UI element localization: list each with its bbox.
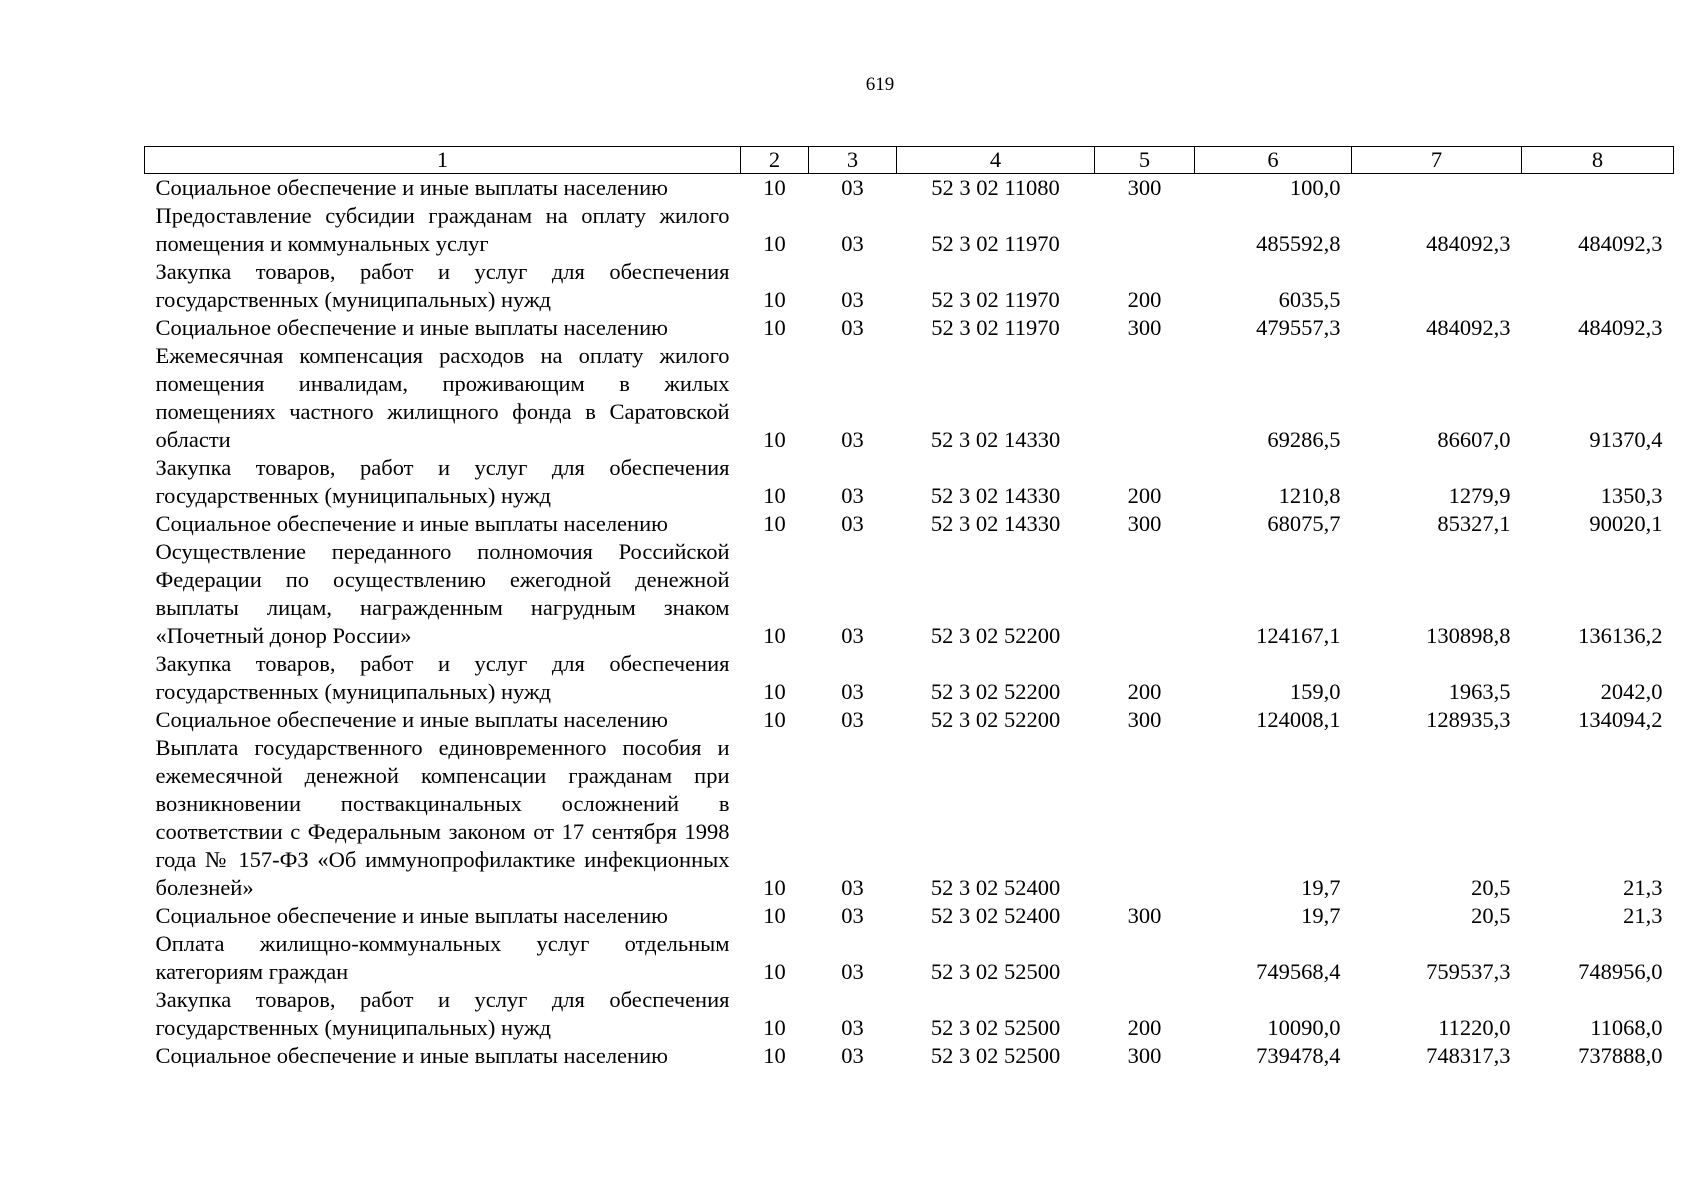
row-amount-col6: 19,7 (1301, 903, 1341, 928)
table-row (145, 734, 1674, 902)
row-description: Закупка товаров, работ и услуг для обеспечения государственных (муниципальных) нужд (155, 455, 730, 508)
row-subsection: 03 (841, 875, 864, 900)
row-section: 10 (763, 231, 786, 256)
row-description: Закупка товаров, работ и услуг для обеспечения государственных (муниципальных) нужд (155, 259, 730, 312)
row-target-code: 52 3 02 11970 (931, 231, 1060, 256)
header-cell: 2 (741, 147, 809, 174)
row-section: 10 (763, 903, 786, 928)
row-amount-col6: 6035,5 (1278, 287, 1341, 312)
row-expense-type: 300 (1127, 1043, 1162, 1068)
table-header (145, 147, 1674, 174)
row-subsection: 03 (841, 231, 864, 256)
row-subsection: 03 (841, 287, 864, 312)
row-target-code: 52 3 02 52200 (930, 679, 1061, 704)
row-expense-type (1095, 342, 1195, 454)
row-subsection: 03 (841, 679, 864, 704)
table-row (145, 706, 1674, 734)
row-amount-col7: 484092,3 (1426, 231, 1511, 256)
row-description: Предоставление субсидии гражданам на оплату жилого помещения и коммунальных услуг (155, 203, 730, 256)
row-target-code: 52 3 02 11970 (931, 315, 1060, 340)
row-target-code: 52 3 02 52500 (930, 1015, 1061, 1040)
page-number: 619 (865, 74, 895, 95)
table-row (145, 510, 1674, 538)
row-amount-col7: 130898,8 (1426, 623, 1511, 648)
row-amount-col7: 1963,5 (1448, 679, 1511, 704)
row-section: 10 (763, 1043, 786, 1068)
row-target-code: 52 3 02 14330 (930, 483, 1061, 508)
row-amount-col8: 21,3 (1623, 903, 1663, 928)
row-amount-col7: 20,5 (1471, 875, 1511, 900)
row-amount-col7: 86607,0 (1437, 427, 1511, 452)
row-expense-type (1095, 930, 1195, 986)
row-amount-col6: 159,0 (1289, 679, 1341, 704)
row-expense-type: 300 (1127, 315, 1162, 340)
row-subsection: 03 (841, 483, 864, 508)
header-cell: 6 (1195, 147, 1352, 174)
row-expense-type: 200 (1127, 483, 1162, 508)
row-expense-type: 200 (1127, 679, 1162, 704)
table-row (145, 202, 1674, 258)
row-section: 10 (763, 175, 786, 200)
row-amount-col6: 68075,7 (1267, 511, 1341, 536)
row-section: 10 (763, 1015, 786, 1040)
row-amount-col6: 1210,8 (1278, 483, 1341, 508)
row-amount-col7: 484092,3 (1426, 315, 1511, 340)
header-cell: 1 (145, 147, 741, 174)
row-section: 10 (763, 623, 786, 648)
table-row (145, 930, 1674, 986)
row-amount-col6: 749568,4 (1256, 959, 1341, 984)
row-target-code: 52 3 02 52500 (930, 959, 1061, 984)
row-target-code: 52 3 02 52400 (930, 875, 1061, 900)
row-amount-col6: 124008,1 (1256, 707, 1341, 732)
row-subsection: 03 (841, 175, 864, 200)
table-row (145, 538, 1674, 650)
row-amount-col8: 91370,4 (1589, 427, 1663, 452)
row-section: 10 (763, 315, 786, 340)
row-amount-col8: 2042,0 (1600, 679, 1663, 704)
row-section: 10 (763, 707, 786, 732)
row-expense-type: 200 (1127, 287, 1162, 312)
table-row (145, 1042, 1674, 1070)
row-subsection: 03 (841, 959, 864, 984)
row-target-code: 52 3 02 52400 (930, 903, 1061, 928)
row-expense-type: 300 (1127, 707, 1162, 732)
row-subsection: 03 (841, 903, 864, 928)
header-cell: 8 (1522, 147, 1674, 174)
row-subsection: 03 (841, 1043, 864, 1068)
row-section: 10 (763, 875, 786, 900)
header-cell: 3 (809, 147, 897, 174)
row-amount-col8: 136136,2 (1578, 623, 1663, 648)
row-amount-col6: 485592,8 (1256, 231, 1341, 256)
table-row (145, 174, 1674, 203)
row-amount-col7: 20,5 (1471, 903, 1511, 928)
row-subsection: 03 (841, 623, 864, 648)
table-row (145, 650, 1674, 706)
row-amount-col8: 21,3 (1623, 875, 1663, 900)
row-amount-col8: 737888,0 (1578, 1043, 1663, 1068)
header-cell: 7 (1352, 147, 1522, 174)
table-body (145, 174, 1674, 1071)
row-amount-col6: 124167,1 (1256, 623, 1341, 648)
row-amount-col7: 11220,0 (1438, 1015, 1511, 1040)
row-expense-type: 200 (1127, 1015, 1162, 1040)
row-amount-col6: 739478,4 (1256, 1043, 1341, 1068)
row-amount-col8: 484092,3 (1578, 315, 1663, 340)
table-row (145, 314, 1674, 342)
table-row (145, 454, 1674, 510)
row-amount-col8: 1350,3 (1600, 483, 1663, 508)
row-description: Социальное обеспечение и иные выплаты населению (155, 903, 668, 928)
row-subsection: 03 (841, 707, 864, 732)
row-subsection: 03 (841, 427, 864, 452)
row-section: 10 (763, 483, 786, 508)
row-expense-type: 300 (1127, 903, 1162, 928)
header-cell: 4 (897, 147, 1095, 174)
row-expense-type: 300 (1127, 511, 1162, 536)
row-subsection: 03 (841, 315, 864, 340)
row-description: Социальное обеспечение и иные выплаты населению (155, 175, 668, 200)
row-target-code: 52 3 02 52200 (930, 623, 1061, 648)
row-description: Осуществление переданного полномочия Российской Федерации по осуществлению ежегодной денежной выплаты лицам, награжденным нагрудным знаком «Почетный донор России» (155, 539, 730, 648)
row-target-code: 52 3 02 14330 (930, 427, 1061, 452)
row-amount-col8: 90020,1 (1589, 511, 1663, 536)
row-description: Закупка товаров, работ и услуг для обеспечения государственных (муниципальных) нужд (155, 987, 730, 1040)
table-row (145, 258, 1674, 314)
header-cell: 5 (1095, 147, 1195, 174)
row-target-code: 52 3 02 52200 (930, 707, 1061, 732)
header-row (145, 147, 1674, 174)
row-target-code: 52 3 02 52500 (930, 1043, 1061, 1068)
row-amount-col8: 484092,3 (1578, 231, 1663, 256)
row-amount-col8 (1522, 174, 1674, 203)
row-description: Социальное обеспечение и иные выплаты населению (155, 315, 668, 340)
row-section: 10 (763, 959, 786, 984)
row-amount-col6: 479557,3 (1256, 315, 1341, 340)
row-description: Социальное обеспечение и иные выплаты населению (155, 511, 668, 536)
row-description: Закупка товаров, работ и услуг для обеспечения государственных (муниципальных) нужд (155, 651, 730, 704)
budget-table (144, 146, 1674, 1070)
row-section: 10 (763, 679, 786, 704)
row-amount-col7 (1352, 174, 1522, 203)
row-expense-type: 300 (1127, 175, 1162, 200)
row-amount-col7: 1279,9 (1448, 483, 1511, 508)
row-amount-col8: 11068,0 (1590, 1015, 1663, 1040)
row-amount-col7 (1352, 258, 1522, 314)
row-section: 10 (763, 427, 786, 452)
row-expense-type (1095, 202, 1195, 258)
row-description: Оплата жилищно-коммунальных услуг отдельным категориям граждан (155, 931, 730, 984)
row-subsection: 03 (841, 1015, 864, 1040)
row-description: Ежемесячная компенсация расходов на оплату жилого помещения инвалидам, проживающим в жилых помещениях частного жилищного фонда в Саратовской области (155, 343, 730, 452)
row-description: Выплата государственного единовременного пособия и ежемесячной денежной компенсации гражданам при возникновении поствакцинальных осложнений в соответствии с Федеральным законом от 17 сентября 1998 года № 157-ФЗ «Об иммунопрофилактике инфекционных болезней» (155, 735, 730, 900)
table-row (145, 986, 1674, 1042)
row-amount-col6: 10090,0 (1267, 1015, 1341, 1040)
row-amount-col6: 100,0 (1289, 175, 1341, 200)
table-row (145, 342, 1674, 454)
row-section: 10 (763, 511, 786, 536)
row-amount-col7: 128935,3 (1426, 707, 1511, 732)
row-expense-type (1095, 538, 1195, 650)
row-amount-col6: 69286,5 (1267, 427, 1341, 452)
row-description: Социальное обеспечение и иные выплаты населению (155, 1043, 668, 1068)
row-amount-col6: 19,7 (1301, 875, 1341, 900)
row-target-code: 52 3 02 11970 (931, 287, 1060, 312)
row-amount-col7: 748317,3 (1426, 1043, 1511, 1068)
row-subsection: 03 (841, 511, 864, 536)
row-target-code: 52 3 02 14330 (930, 511, 1061, 536)
row-amount-col8: 748956,0 (1578, 959, 1663, 984)
row-amount-col8 (1522, 258, 1674, 314)
table-row (145, 902, 1674, 930)
row-target-code: 52 3 02 11080 (931, 175, 1060, 200)
row-amount-col7: 759537,3 (1426, 959, 1511, 984)
row-amount-col8: 134094,2 (1578, 707, 1663, 732)
row-expense-type (1095, 734, 1195, 902)
row-amount-col7: 85327,1 (1437, 511, 1511, 536)
row-section: 10 (763, 287, 786, 312)
row-description: Социальное обеспечение и иные выплаты населению (155, 707, 668, 732)
